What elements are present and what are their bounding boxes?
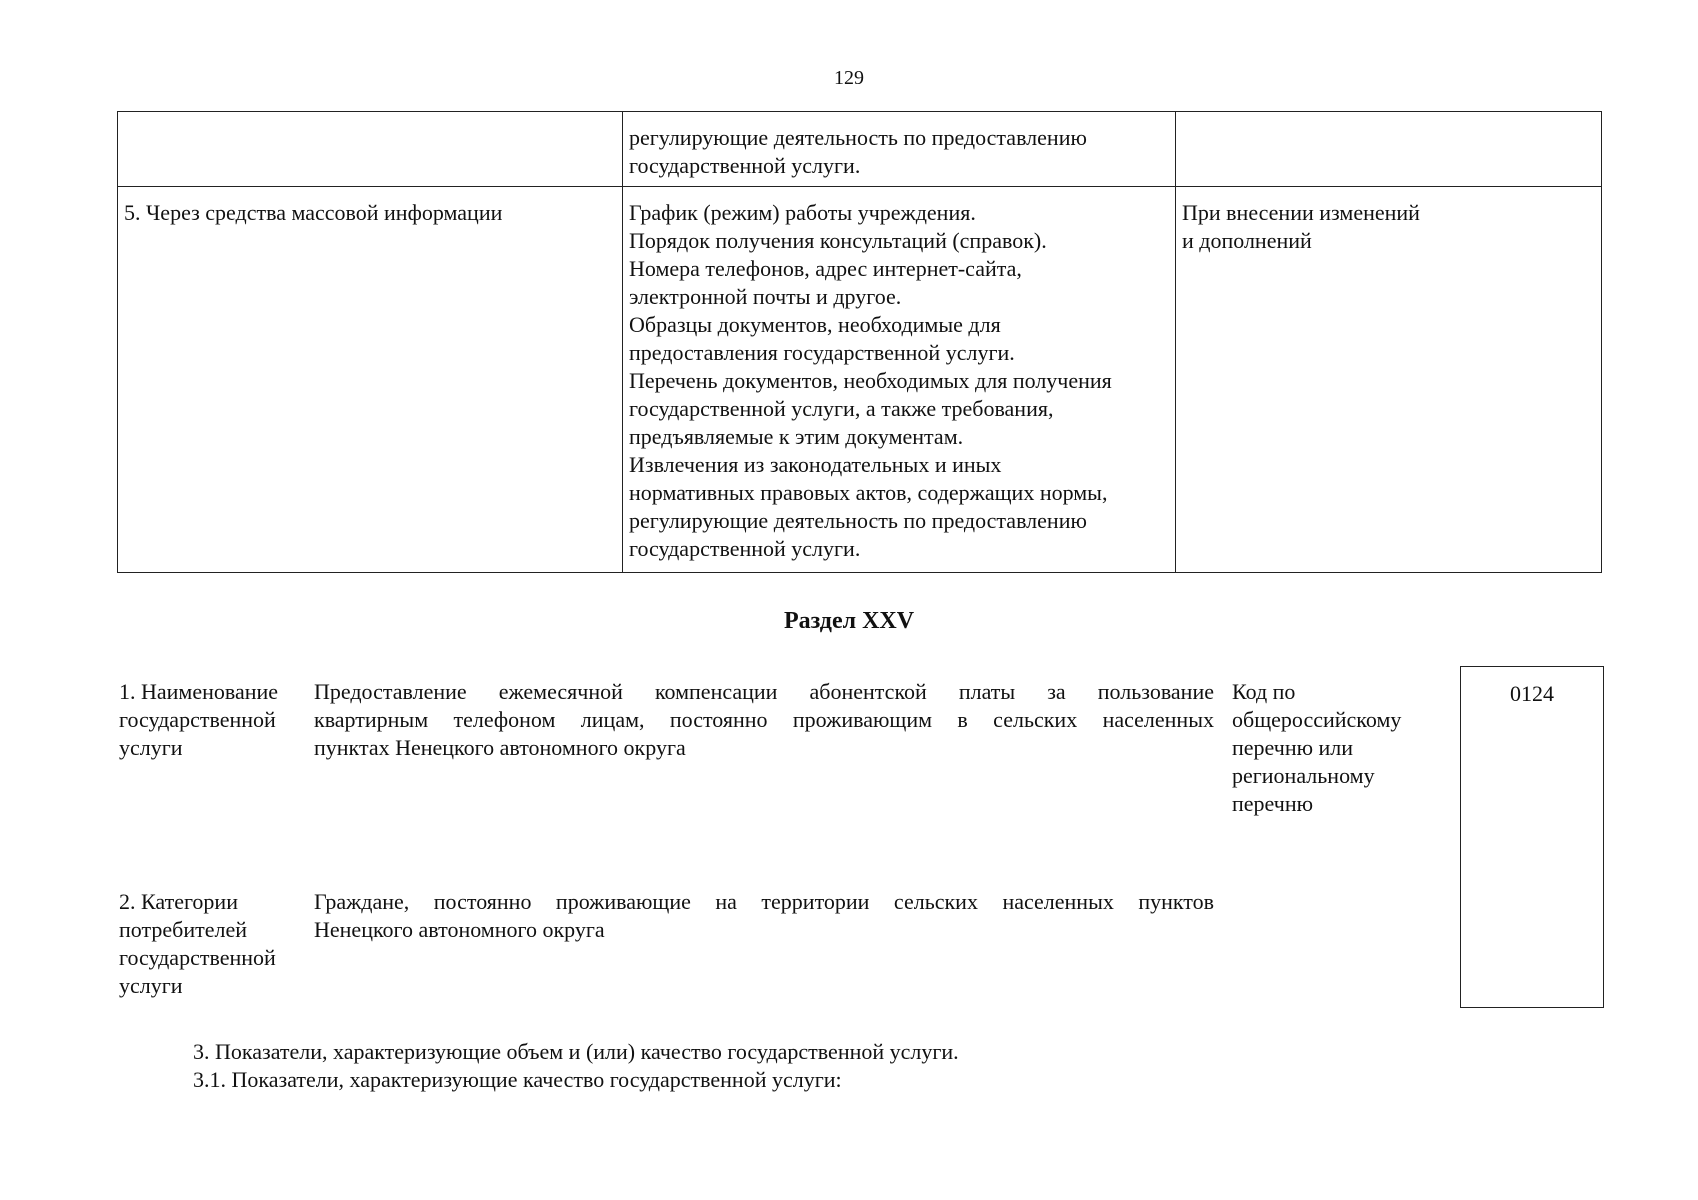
- page-number: 129: [834, 67, 864, 89]
- table-cell-content: регулирующие деятельность по предоставлению государственной услуги.: [623, 112, 1176, 187]
- item1-service-name: Предоставление ежемесячной компенсации абонентской платы за пользование квартирным телефоном лицам, постоянно проживающим в сельских населенных пунктах Ненецкого автономного округа: [314, 679, 1214, 760]
- item2-label: 2. Категории потребителей государственной услуги: [119, 889, 276, 998]
- table-cell-channel: [118, 112, 623, 187]
- item3-1-text: 3.1. Показатели, характеризующие качество государственной услуги:: [193, 1067, 842, 1092]
- item3-text: 3. Показатели, характеризующие объем и (или) качество государственной услуги.: [193, 1039, 959, 1064]
- item2-consumer-categories: Граждане, постоянно проживающие на территории сельских населенных пунктов Ненецкого автономного округа: [314, 889, 1214, 942]
- table-cell-frequency: При внесении изменений и дополнений: [1176, 187, 1602, 573]
- table-cell-frequency: [1176, 112, 1602, 187]
- section-heading: Раздел XXV: [783, 608, 915, 634]
- item1-label: 1. Наименование государственной услуги: [119, 679, 279, 760]
- table-row: [118, 187, 1602, 573]
- table-row: [118, 112, 1602, 187]
- table-cell-content: График (режим) работы учреждения. Порядок получения консультаций (справок). Номера телефонов, адрес интернет-сайта, электронной почты и другое. Образцы документов, необходимые для предоставления государственной услуги. Перечень документов, необходимых для получения государственной услуги, а также требования, предъявляемые к этим документам. Извлечения из законодательных и иных нормативных правовых актов, содержащих нормы, регулирующие деятельность по предоставлению государственной услуги.: [623, 187, 1176, 573]
- info-table: [117, 111, 1602, 573]
- code-box: [1460, 666, 1604, 1008]
- code-value: 0124: [1510, 681, 1554, 706]
- code-label: Код по общероссийскому перечню или региональному перечню: [1232, 679, 1402, 816]
- table-cell-channel: 5. Через средства массовой информации: [118, 187, 623, 573]
